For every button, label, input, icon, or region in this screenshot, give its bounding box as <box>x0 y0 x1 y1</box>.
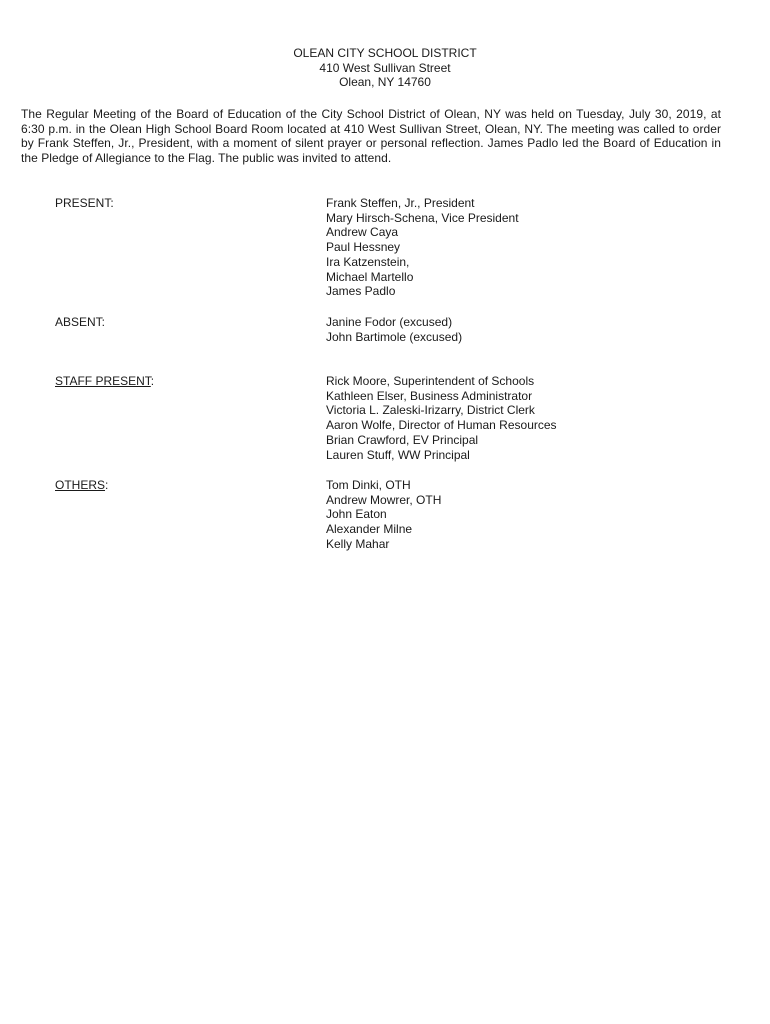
staff-present-label-colon: : <box>150 374 155 388</box>
list-item: Rick Moore, Superintendent of Schools <box>326 374 535 388</box>
others-label-text: OTHERS <box>55 478 106 492</box>
list-item: Michael Martello <box>326 269 414 284</box>
others-names-list <box>326 478 441 552</box>
list-item: Tom Dinki, OTH <box>326 478 411 492</box>
list-item: John Bartimole (excused) <box>326 329 463 344</box>
present-names-list <box>326 196 519 299</box>
others-label <box>55 478 108 493</box>
city-state-zip: Olean, NY 14760 <box>339 75 431 90</box>
present-label: PRESENT: <box>55 196 114 210</box>
list-item: Frank Steffen, Jr., President <box>326 196 475 210</box>
list-item: Andrew Mowrer, OTH <box>326 492 442 507</box>
absent-label: ABSENT: <box>55 315 106 329</box>
letterhead <box>0 46 770 90</box>
list-item: Brian Crawford, EV Principal <box>326 432 479 447</box>
list-item: Lauren Stuff, WW Principal <box>326 447 470 462</box>
list-item: Kathleen Elser, Business Administrator <box>326 388 533 403</box>
list-item: Ira Katzenstein, <box>326 254 410 269</box>
staff-present-label-text: STAFF PRESENT <box>55 374 151 388</box>
list-item: Alexander Milne <box>326 522 413 537</box>
list-item: Kelly Mahar <box>326 536 390 551</box>
others-label-colon: : <box>105 478 109 492</box>
street-address: 410 West Sullivan Street <box>319 60 451 75</box>
list-item: James Padlo <box>326 284 396 299</box>
staff-present-names-list <box>326 374 557 462</box>
list-item: Victoria L. Zaleski-Irizarry, District Clerk <box>326 403 535 418</box>
list-item: Paul Hessney <box>326 240 401 255</box>
staff-present-label <box>55 374 154 389</box>
intro-paragraph: The Regular Meeting of the Board of Education of the City School District of Olean, NY was held on Tuesday, July 30, 2019, at 6:30 p.m. in the Olean High School Board Room located at 410 West Sullivan Street, Olean, NY. The meeting was called to order by Frank Steffen, Jr., President, with a moment of silent prayer or personal reflection. James Padlo led the Board of Education in the Pledge of Allegiance to the Flag. The public was invited to attend. <box>21 107 721 166</box>
list-item: John Eaton <box>326 507 387 522</box>
list-item: Janine Fodor (excused) <box>326 315 453 329</box>
list-item: Mary Hirsch-Schena, Vice President <box>326 210 519 225</box>
district-name: OLEAN CITY SCHOOL DISTRICT <box>293 46 477 60</box>
list-item: Andrew Caya <box>326 225 399 240</box>
absent-names-list <box>326 315 462 344</box>
list-item: Aaron Wolfe, Director of Human Resources <box>326 418 557 433</box>
